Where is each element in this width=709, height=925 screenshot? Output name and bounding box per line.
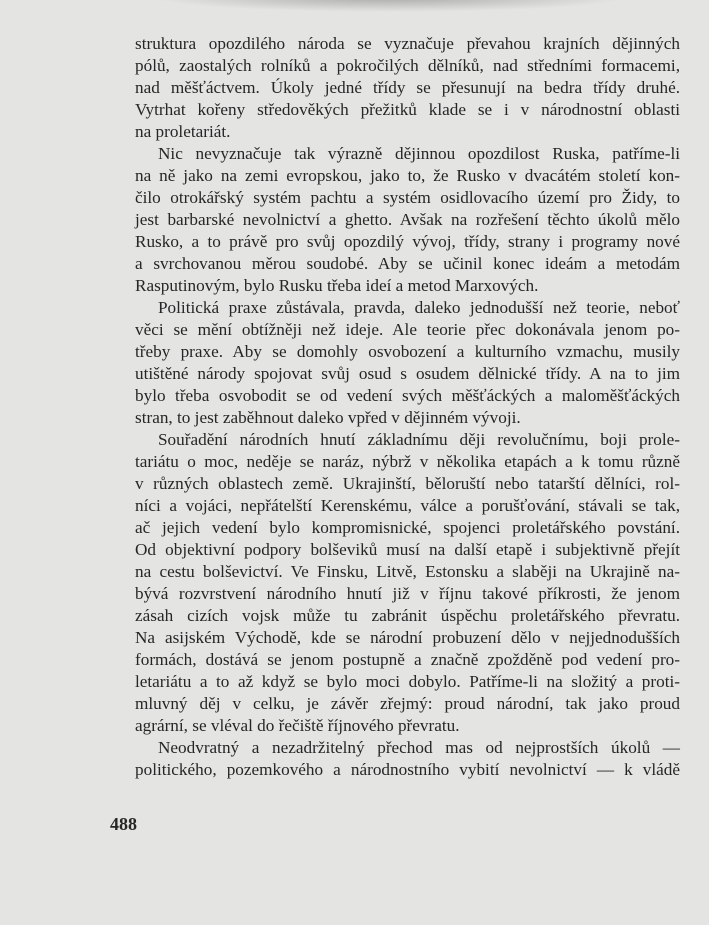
paragraph xyxy=(135,143,680,297)
text-line: formách, dostává se jenom postupně a značně zpožděně pod vedení pro- xyxy=(135,650,680,669)
text-line: a svrchovanou měrou soudobé. Aby se učinil konec ideám a metodám xyxy=(135,254,680,273)
text-line: utištěné národy spojovat svůj osud s osudem dělnické třídy. A na to jim xyxy=(135,364,680,383)
text-line: na ně jako na zemi evropskou, jako to, že Rusko v dvacátém století kon- xyxy=(135,166,680,185)
body-text xyxy=(135,33,680,781)
text-line: pólů, zaostalých rolníků a pokročilých dělníků, nad středními formacemi, xyxy=(135,56,680,75)
text-line: bylo třeba osvobodit se od vedení svých měšťáckých a maloměšťáckých xyxy=(135,386,680,405)
text-line: Souřadění národních hnutí základnímu ději revolučnímu, boji prole- xyxy=(158,430,680,449)
text-line: letariátu a to až když se bylo moci dobylo. Patříme-li na složitý a proti- xyxy=(135,672,680,691)
text-line: Vytrhat kořeny středověkých přežitků klade se i v národnostní oblasti xyxy=(135,100,680,119)
text-line: na cestu bolševictví. Ve Finsku, Litvě, Estonsku a slaběji na Ukrajině na- xyxy=(135,562,680,581)
text-line: mluvný děj v celku, je závěr zřejmý: proud národní, tak jako proud xyxy=(135,694,680,713)
text-line: Neodvratný a nezadržitelný přechod mas od nejprostších úkolů — xyxy=(158,738,680,757)
text-line: politického, pozemkového a národnostního vybití nevolnictví — k vládě xyxy=(135,760,680,779)
text-line: Politická praxe zůstávala, pravda, daleko jednodušší než teorie, neboť xyxy=(158,298,680,317)
text-line: struktura opozdilého národa se vyznačuje převahou krajních dějinných xyxy=(135,34,680,53)
text-line: věci se mění obtížněji než ideje. Ale teorie přec dokonávala jenom po- xyxy=(135,320,680,339)
text-line: agrární, se vléval do řečiště říjnového převratu. xyxy=(135,716,460,735)
text-line: Rusko, a to právě pro svůj opozdilý vývoj, třídy, strany i programy nové xyxy=(135,232,680,251)
paragraph xyxy=(135,737,680,781)
paragraph xyxy=(135,33,680,143)
paragraph xyxy=(135,297,680,429)
scan-shadow xyxy=(150,0,630,12)
text-line: níci a vojáci, nepřátelští Kerenskému, válce a porušťování, stávali se tak, xyxy=(135,496,680,515)
text-line: nad měšťáctvem. Úkoly jedné třídy se přesunují na bedra třídy druhé. xyxy=(135,78,680,97)
text-line: jest barbarské nevolnictví a ghetto. Avšak na rozřešení těchto úkolů mělo xyxy=(135,210,680,229)
paragraph xyxy=(135,429,680,737)
text-line: ač jejich vedení bylo kompromisnické, spojenci proletářského povstání. xyxy=(135,518,680,537)
text-line: čilo otrokářský systém pachtu a systém osidlovacího území pro Židy, to xyxy=(135,188,680,207)
page-number: 488 xyxy=(110,814,137,834)
text-line: na proletariát. xyxy=(135,122,231,141)
text-line: třeby praxe. Aby se domohly osvobození a kulturního vzmachu, musily xyxy=(135,342,680,361)
text-line: Od objektivní podpory bolševiků musí na další etapě i subjektivně přejít xyxy=(135,540,680,559)
text-line: zásah cizích vojsk může tu zabránit úspěchu proletářského převratu. xyxy=(135,606,680,625)
text-line: Na asijském Východě, kde se národní probuzení dělo v nejjednodušších xyxy=(135,628,680,647)
text-line: stran, to jest zaběhnout daleko vpřed v dějinném vývoji. xyxy=(135,408,521,427)
text-line: tariátu o moc, neděje se naráz, nýbrž v několika etapách a k tomu různě xyxy=(135,452,680,471)
text-line: v různých oblastech země. Ukrajinští, běloruští nebo tatarští dělníci, rol- xyxy=(135,474,680,493)
text-line: Rasputinovým, bylo Rusku třeba ideí a metod Marxových. xyxy=(135,276,539,295)
text-line: bývá rozvrstvení národního hnutí již v říjnu takové příkrosti, že jenom xyxy=(135,584,680,603)
text-line: Nic nevyznačuje tak výrazně dějinnou opozdilost Ruska, patříme-li xyxy=(158,144,680,163)
